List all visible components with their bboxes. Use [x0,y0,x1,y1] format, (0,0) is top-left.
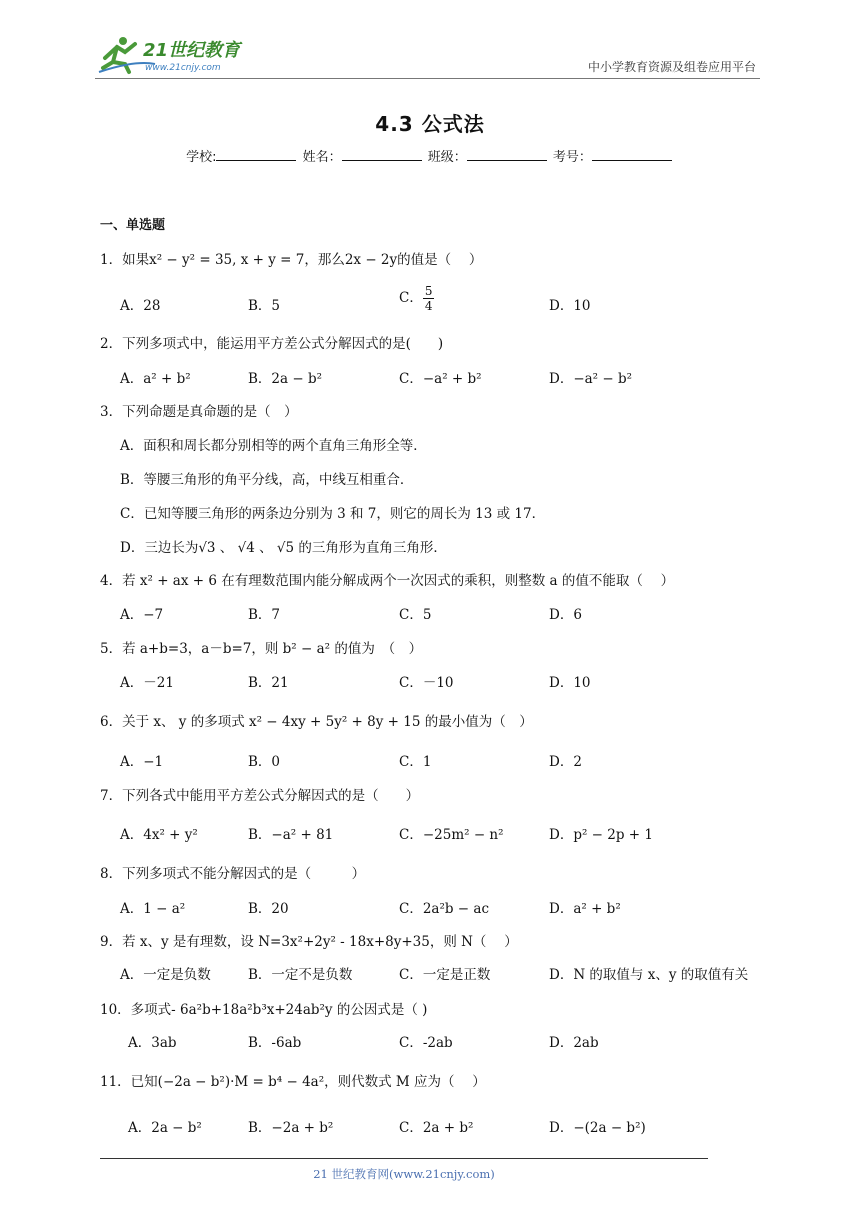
footer-divider [100,1158,708,1159]
question-1: 1．如果x² − y² = 35, x + y = 7，那么2x − 2y的值是（ ） [100,252,483,268]
q2-option-c: C．−a² + b² [399,371,482,387]
q10-option-a: A．3ab [128,1035,177,1051]
q7-option-c: C．−25m² − n² [399,827,504,843]
footer-link[interactable]: 21 世纪教育网(www.21cnjy.com) [313,1167,495,1181]
q1-option-a: A．28 [120,298,161,314]
question-9: 9．若 x、y 是有理数，设 N=3x²+2y² - 18x+8y+35，则 N（ ） [100,934,518,950]
fraction: $\frac{5}{4}$ [424,284,433,313]
q4-option-c: C．5 [399,607,432,623]
student-info [0,146,860,165]
q5-option-a: A．－21 [120,675,174,691]
question-2: 2．下列多项式中，能运用平方差公式分解因式的是( ) [100,336,444,352]
q3-option-d: D．三边长为√3 、 √4 、 √5 的三角形为直角三角形． [120,540,447,556]
q7-option-b: B．−a² + 81 [248,827,334,843]
name-label: 姓名： [302,150,342,165]
q2-option-d: D．−a² − b² [549,371,633,387]
class-label: 班级： [427,150,467,165]
q3-option-b: B．等腰三角形的角平分线，高，中线互相重合． [120,472,414,488]
question-3: 3．下列命题是真命题的是（ ） [100,404,298,420]
exam-no-label: 考号： [552,150,592,165]
site-logo [95,32,255,76]
q5-option-c: C．－10 [399,675,454,691]
question-10: 10．多项式- 6a²b+18a²b³x+24ab²y 的公因式是（ ) [100,1002,428,1018]
q11-option-c: C．2a + b² [399,1120,474,1136]
q9-option-a: A．一定是负数 [120,967,211,983]
q5-option-b: B．21 [248,675,289,691]
q8-option-b: B．20 [248,901,289,917]
name-blank[interactable] [342,148,422,161]
q5-option-d: D．10 [549,675,591,691]
q6-option-c: C．1 [399,754,432,770]
q8-option-a: A．1 − a² [120,901,186,917]
question-11: 11．已知(−2a − b²)·M = b⁴ − 4a²，则代数式 M 应为（ ） [100,1074,486,1090]
q1-option-d: D．10 [549,298,591,314]
q8-option-c: C．2a²b − ac [399,901,490,917]
svg-text:www.21cnjy.com: www.21cnjy.com [145,63,221,73]
q7-option-d: D．p² − 2p + 1 [549,827,653,843]
q2-option-b: B．2a − b² [248,371,323,387]
q6-option-b: B．0 [248,754,281,770]
q6-option-a: A．−1 [120,754,164,770]
q1-option-b: B．5 [248,298,281,314]
q7-option-a: A．4x² + y² [120,827,198,843]
q11-option-b: B．−2a + b² [248,1120,334,1136]
q10-option-b: B．-6ab [248,1035,302,1051]
q8-option-d: D．a² + b² [549,901,621,917]
question-4: 4．若 x² + ax + 6 在有理数范围内能分解成两个一次因式的乘积，则整数 a 的值不能取（ ） [100,573,675,589]
question-7: 7．下列各式中能用平方差公式分解因式的是（ ） [100,788,420,804]
q11-option-a: A．2a − b² [128,1120,202,1136]
question-8: 8．下列多项式不能分解因式的是（ ） [100,866,366,882]
q2-option-a: A．a² + b² [120,371,191,387]
q9-option-c: C．一定是正数 [399,967,491,983]
q4-option-b: B．7 [248,607,281,623]
q3-option-c: C．已知等腰三角形的两条边分别为 3 和 7，则它的周长为 13 或 17． [120,506,546,522]
question-5: 5．若 a+b=3，a－b=7，则 b² − a² 的值为 （ ） [100,641,423,657]
exam-no-blank[interactable] [592,148,672,161]
class-blank[interactable] [467,148,547,161]
q1-option-c-label: C． [399,290,423,306]
svg-text:21世纪教育: 21世纪教育 [143,40,241,61]
page-header [95,30,760,79]
q11-option-d: D．−(2a − b²) [549,1120,646,1136]
page-title: 4.3 公式法 [375,112,485,136]
school-blank[interactable] [216,148,296,161]
q9-option-b: B．一定不是负数 [248,967,353,983]
section-heading: 一、单选题 [100,218,166,233]
q3-option-a: A．面积和周长都分别相等的两个直角三角形全等． [120,438,427,454]
q6-option-d: D．2 [549,754,582,770]
question-6: 6．关于 x、 y 的多项式 x² − 4xy + 5y² + 8y + 15 的最小值为（ ） [100,714,533,730]
q4-option-a: A．−7 [120,607,164,623]
q10-option-c: C．-2ab [399,1035,453,1051]
q9-option-d: D．N 的取值与 x、y 的取值有关 [549,967,749,983]
q10-option-d: D．2ab [549,1035,599,1051]
platform-label: 中小学教育资源及组卷应用平台 [587,60,756,74]
q1-option-c [399,284,434,313]
school-label: 学校: [186,150,217,165]
q4-option-d: D．6 [549,607,582,623]
